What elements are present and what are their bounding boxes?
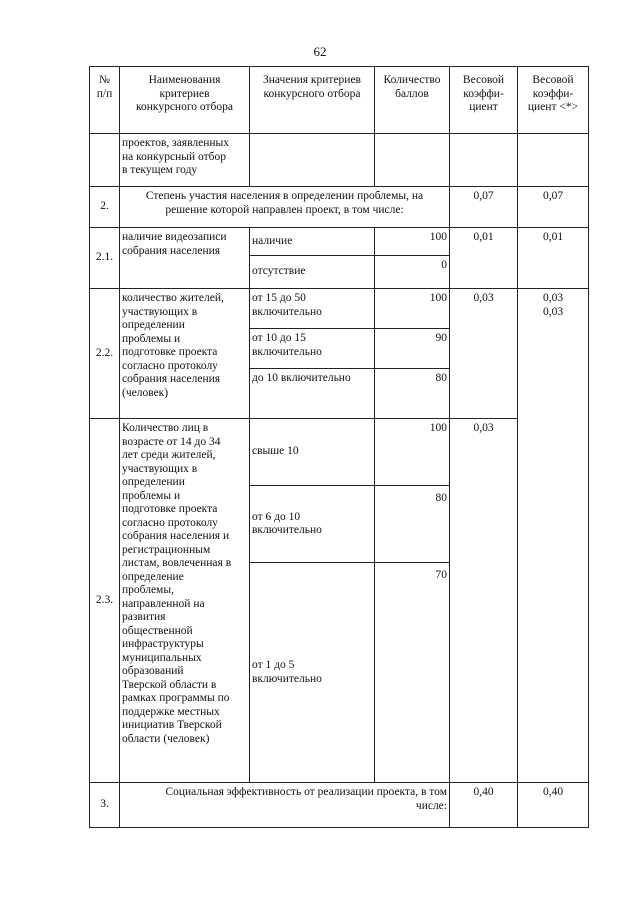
row-2-1-option-2: отсутствие (250, 256, 375, 289)
row-2-1-number: 2.1. (90, 228, 120, 289)
row-2-2-points-2: 90 (375, 329, 450, 369)
page-number: 62 (313, 44, 327, 59)
header-weight-star: Весовой коэффи- циент <*> (518, 67, 589, 134)
row-2-2-name: количество жителей, участвующих в определении проблемы и подготовке проекта согласно протоколу собрания населения (человек) (120, 289, 250, 419)
cell-empty (518, 134, 589, 187)
table-row-3 (90, 783, 589, 828)
header-num: № п/п (90, 67, 120, 134)
continuation-name: проектов, заявленных на конкурсный отбор в текущем году (120, 134, 250, 187)
row-2-3-number: 2.3. (90, 419, 120, 783)
row-2-1-points-1: 100 (375, 228, 450, 256)
table-header-row (90, 67, 589, 134)
row-2-1-name: наличие видеозаписи собрания населения (120, 228, 250, 289)
row-2-1-option-1: наличие (250, 228, 375, 256)
row-2-3-weight: 0,03 (450, 419, 518, 783)
row-3-weight: 0,40 (450, 783, 518, 828)
table-row-2 (90, 187, 589, 228)
row-2-3-points-3: 70 (375, 563, 450, 783)
row-2-number: 2. (90, 187, 120, 228)
row-3-number: 3. (90, 783, 120, 828)
cell-empty (450, 134, 518, 187)
row-2-3-points-1: 100 (375, 419, 450, 486)
row-2-2-option-2: от 10 до 15 включительно (250, 329, 375, 369)
cell-empty (90, 134, 120, 187)
cell-empty (250, 134, 375, 187)
criteria-table (89, 66, 589, 828)
row-2-1-points-2: 0 (375, 256, 450, 289)
cell-empty (375, 134, 450, 187)
table-row-2-3a (90, 419, 589, 486)
row-2-weight: 0,07 (450, 187, 518, 228)
row-2-1-weight-star: 0,01 (518, 228, 589, 289)
header-name: Наименования критериев конкурсного отбора (120, 67, 250, 134)
header-weight: Весовой коэффи- циент (450, 67, 518, 134)
row-2-2-points-1: 100 (375, 289, 450, 329)
row-2-2-weight-star: 0,03 0,03 (518, 289, 589, 783)
table-row-2-2a (90, 289, 589, 329)
row-2-3-option-3: от 1 до 5 включительно (250, 563, 375, 783)
row-2-weight-star: 0,07 (518, 187, 589, 228)
row-2-text: Степень участия населения в определении проблемы, на решение которой направлен проект, в том числе: (120, 187, 450, 228)
row-2-2-number: 2.2. (90, 289, 120, 419)
row-2-2-option-1: от 15 до 50 включительно (250, 289, 375, 329)
row-2-2-option-3: до 10 включительно (250, 369, 375, 419)
row-2-3-option-1: свыше 10 (250, 419, 375, 486)
row-2-1-weight: 0,01 (450, 228, 518, 289)
table-row-continuation (90, 134, 589, 187)
row-2-3-points-2: 80 (375, 486, 450, 563)
row-2-2-points-3: 80 (375, 369, 450, 419)
table-row-2-1a (90, 228, 589, 256)
header-values: Значения критериев конкурсного отбора (250, 67, 375, 134)
row-3-text: Социальная эффективность от реализации проекта, в том числе: (120, 783, 450, 828)
row-2-3-option-2: от 6 до 10 включительно (250, 486, 375, 563)
row-3-weight-star: 0,40 (518, 783, 589, 828)
row-2-2-weight: 0,03 (450, 289, 518, 419)
row-2-3-name: Количество лиц в возрасте от 14 до 34 лет среди жителей, участвующих в определении проблемы и подготовке проекта согласно протоколу собрания населения и регистрационным листам, вовлеченная в определение проблемы, направленной на развития общественной инфраструктуры муниципальных образований Тверской области в рамках программы по поддержке местных инициатив Тверской области (человек) (120, 419, 250, 783)
header-points: Количество баллов (375, 67, 450, 134)
